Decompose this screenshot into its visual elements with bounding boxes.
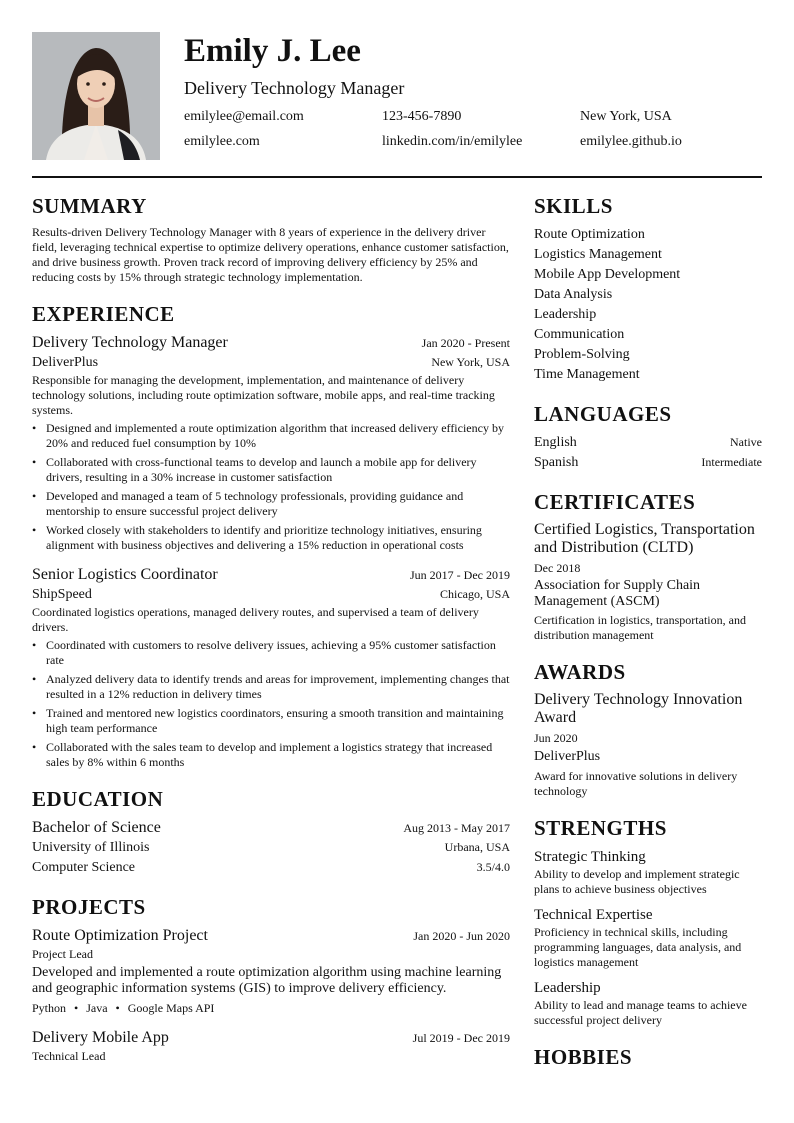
education-section [32,786,510,878]
tag: Java [86,1001,108,1015]
skills-section [534,193,762,385]
contact-info [184,108,762,151]
job-description: Responsible for managing the development, implementation, and maintenance of delivery technology solutions, including route optimization software, mobile apps, and real-time tracking systems. [32,373,495,417]
project-dates: Jan 2020 - Jun 2020 [413,929,510,943]
contact-github[interactable]: emilylee.github.io [580,134,682,149]
hobbies-section [534,1044,762,1070]
project-tags: Python • Java • Google Maps API [32,1001,215,1015]
job-dates: Jun 2017 - Dec 2019 [410,568,510,582]
certificates-section [534,489,762,643]
project-description: Developed and implemented a route optimization algorithm using machine learning and geographic information systems (GIS) to improve delivery efficiency. [32,965,502,996]
gpa: 3.5/4.0 [476,860,510,874]
job-description: Coordinated logistics operations, managed delivery routes, and supervised a team of delivery drivers. [32,605,479,634]
education-dates: Aug 2013 - May 2017 [403,821,510,835]
experience-section [32,301,510,770]
summary-text: Results-driven Delivery Technology Manager with 8 years of experience in the delivery driver field, leveraging technical expertise to optimize delivery operations, enhance customer satisfaction, and drive business growth. Proven track record of improving delivery efficiency by 25% and reducing costs by 15% through strategic technology implementation. [32,225,509,284]
project-name: Delivery Mobile App [32,1029,169,1046]
strength-item [534,905,762,970]
bullet-item: • Collaborated with cross-functional teams to develop and launch a mobile app for delivery drivers, resulting in a 30% increase in customer satisfaction [46,455,510,485]
section-heading: AWARDS [534,660,626,684]
certificate-title: Certified Logistics, Transportation and Distribution (CLTD) [534,521,755,556]
bullet-item: • Collaborated with the sales team to develop and implement a logistics strategy that increased sales by 8% within 6 months [46,740,510,770]
strength-name: Leadership [534,980,601,996]
full-name: Emily J. Lee [184,33,361,69]
strength-item [534,978,762,1028]
project-entry [32,1028,510,1064]
strength-description: Ability to lead and manage teams to achieve successful project delivery [534,998,747,1027]
language-level: Intermediate [701,455,762,469]
header-divider [32,176,762,178]
school: University of Illinois [32,840,150,855]
contact-linkedin[interactable]: linkedin.com/in/emilylee [382,134,523,149]
person-portrait-icon [32,32,160,160]
skill-item: Communication [534,327,625,342]
award-issuer: DeliverPlus [534,749,601,764]
project-role: Technical Lead [32,1049,106,1063]
job-role: Delivery Technology Manager [32,334,228,351]
bullet-item: • Developed and managed a team of 5 technology professionals, providing guidance and mentorship to ensure successful project delivery [46,489,510,519]
language-level: Native [730,435,762,449]
strength-description: Ability to develop and implement strategic plans to achieve business objectives [534,867,740,896]
contact-phone[interactable]: 123-456-7890 [382,109,462,124]
bullet-item: • Worked closely with stakeholders to identify and prioritize technology initiatives, ensuring alignment with business objectives and delivering a 15% reduction in operational costs [46,523,510,553]
project-role: Project Lead [32,947,93,961]
projects-section [32,894,510,1064]
job-bullets [32,638,510,770]
tag: Google Maps API [127,1001,215,1015]
project-entry [32,926,510,1016]
certificate-description: Certification in logistics, transportation, and distribution management [534,613,746,642]
job-bullets [32,421,510,553]
bullet-item: • Trained and mentored new logistics coordinators, ensuring a smooth transition and maintaining high team performance [46,706,510,736]
strength-item [534,847,762,897]
awards-section [534,659,762,799]
strength-name: Strategic Thinking [534,849,646,865]
job-title: Delivery Technology Manager [184,78,405,98]
skill-item: Leadership [534,307,597,322]
section-heading: SKILLS [534,194,613,218]
section-heading: LANGUAGES [534,402,672,426]
skill-item: Route Optimization [534,227,645,242]
contact-email[interactable]: emilylee@email.com [184,109,304,124]
job-location: New York, USA [431,355,510,369]
experience-entry [32,333,510,553]
award-description: Award for innovative solutions in delivery technology [534,769,738,798]
certificate-date: Dec 2018 [534,561,581,575]
language-name: English [534,435,577,450]
project-dates: Jul 2019 - Dec 2019 [412,1031,510,1045]
degree: Bachelor of Science [32,819,161,836]
experience-entry [32,565,510,770]
section-heading: CERTIFICATES [534,490,696,514]
bullet-item: • Analyzed delivery data to identify trends and areas for improvement, implementing changes that resulted in a 12% reduction in delivery times [46,672,510,702]
education-location: Urbana, USA [444,840,510,854]
award-title: Delivery Technology Innovation Award [534,691,743,726]
skill-item: Data Analysis [534,287,613,302]
job-location: Chicago, USA [440,587,510,601]
job-company: DeliverPlus [32,355,99,370]
certificate-issuer: Association for Supply Chain Management (ASCM) [534,578,701,609]
job-company: ShipSpeed [32,587,92,602]
award-date: Jun 2020 [534,731,578,745]
contact-website[interactable]: emilylee.com [184,134,260,149]
skill-item: Mobile App Development [534,267,681,282]
field-of-study: Computer Science [32,860,136,875]
section-heading: EXPERIENCE [32,302,175,326]
summary-section [32,193,510,285]
section-heading: EDUCATION [32,787,164,811]
left-column [32,193,510,1080]
section-heading: HOBBIES [534,1045,633,1069]
bullet-item: • Coordinated with customers to resolve delivery issues, achieving a 95% customer satisfaction rate [46,638,510,668]
profile-photo [32,32,160,160]
job-dates: Jan 2020 - Present [421,336,510,350]
section-heading: STRENGTHS [534,816,667,840]
skill-item: Logistics Management [534,247,662,262]
bullet-item: • Designed and implemented a route optimization algorithm that increased delivery efficiency by 20% and reduced fuel consumption by 10% [46,421,510,451]
skill-item: Time Management [534,367,640,382]
tag: Python [32,1001,67,1015]
job-role: Senior Logistics Coordinator [32,566,218,583]
language-name: Spanish [534,455,579,470]
skill-item: Problem-Solving [534,347,630,362]
right-column [534,193,762,1086]
contact-location: New York, USA [580,109,672,124]
languages-section [534,401,762,473]
strength-description: Proficiency in technical skills, including programming languages, data analysis, and logistics management [534,925,742,969]
section-heading: SUMMARY [32,194,147,218]
strength-name: Technical Expertise [534,907,653,923]
resume-header [32,32,762,160]
section-heading: PROJECTS [32,895,146,919]
strengths-section [534,815,762,1028]
project-name: Route Optimization Project [32,927,208,944]
